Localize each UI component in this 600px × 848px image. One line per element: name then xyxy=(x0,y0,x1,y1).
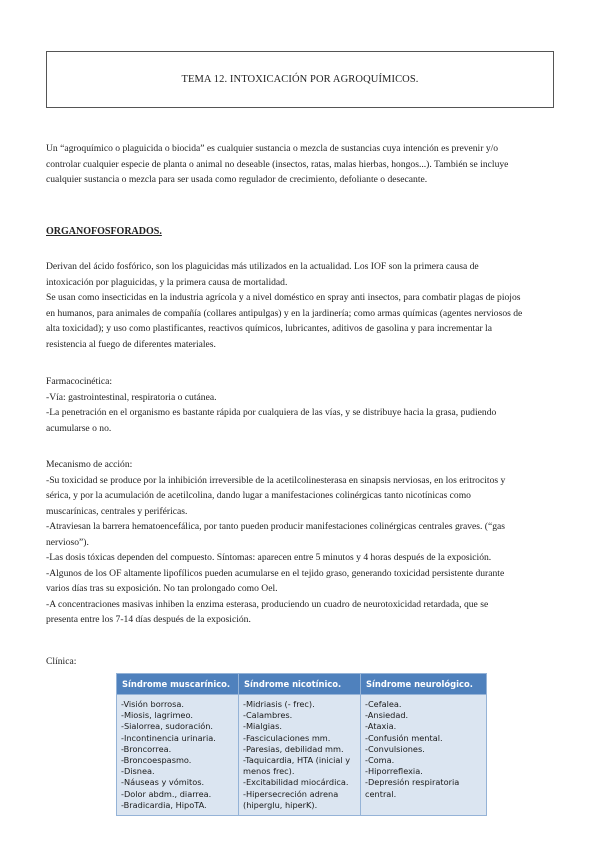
text-line: -Algunos de los OF altamente lipofílicos pueden acumularse en el tejido graso, generando toxicidad persistente durante xyxy=(46,567,505,579)
symptom-item: -Calambres. xyxy=(243,710,293,721)
intro-paragraph xyxy=(46,141,554,188)
symptom-item: -Cefalea. xyxy=(365,699,402,709)
clinica-table xyxy=(116,673,487,816)
organofosforados-paragraph xyxy=(46,259,554,352)
text-line: Se usan como insecticidas en la industria agrícola y a nivel doméstico en spray anti insectos, para combatir plagas de piojos xyxy=(46,292,521,303)
text-line: muscarínicas, centrales y periféricas. xyxy=(46,505,188,517)
text-line: presenta entre los 7-14 días después de la exposición. xyxy=(46,614,251,625)
symptom-item: -Náuseas y vómitos. xyxy=(121,777,205,788)
symptom-item: (hiperglu, hiperK). xyxy=(243,799,318,810)
symptom-item: -Ataxia. xyxy=(365,721,397,732)
header-neurologico: Síndrome neurológico. xyxy=(361,674,487,695)
text-line: intoxicación por plaguicidas, y la primera causa de mortalidad. xyxy=(46,276,288,288)
farmacocinetica-paragraph xyxy=(46,374,554,436)
symptom-item: -Miosis, lagrimeo. xyxy=(121,710,193,721)
title-box xyxy=(46,51,554,108)
text-line: -Atraviesan la barrera hematoencefálica, por tanto pueden producir manifestaciones colinérgicas centrales graves. (“gas xyxy=(46,521,506,532)
text-line: -Vía: gastrointestinal, respiratoria o cutánea. xyxy=(46,391,217,403)
text-line: resistencia al fuego de diferentes materiales. xyxy=(46,338,216,350)
section-heading: ORGANOFOSFORADOS. xyxy=(46,226,162,237)
text-line: acumularse o no. xyxy=(46,422,112,434)
text-line: -Las dosis tóxicas dependen del compuesto. Síntomas: aparecen entre 5 minutos y 4 horas después de la exposición. xyxy=(46,552,492,563)
text-line: Mecanismo de acción: xyxy=(46,459,133,470)
symptom-item: -Hiporreflexia. xyxy=(365,766,423,777)
text-line: -A concentraciones masivas inhiben la enzima esterasa, produciendo un cuadro de neurotoxicidad retardada, que se xyxy=(46,598,489,610)
text-line: Derivan del ácido fosfórico, son los plaguicidas más utilizados en la actualidad. Los IOF son la primera causa de xyxy=(46,261,479,272)
text-line: controlar cualquier especie de planta o animal no deseable (insectos, ratas, malas hierbas, hongos...). También se incluye xyxy=(46,158,509,170)
text-line: -Su toxicidad se produce por la inhibición irreversible de la acetilcolinesterasa en sinapsis nerviosas, en los eritrocitos y xyxy=(46,474,506,486)
symptom-item: -Ansiedad. xyxy=(365,710,409,721)
symptom-item: -Sialorrea, sudoración. xyxy=(121,721,214,732)
page-title: TEMA 12. INTOXICACIÓN POR AGROQUÍMICOS. xyxy=(181,74,419,85)
muscarinico-cell xyxy=(117,695,239,816)
mecanismo-paragraph xyxy=(46,457,554,628)
header-muscarinico: Síndrome muscarínico. xyxy=(117,674,239,695)
text-line: alta toxicidad); y uso como plastificantes, reactivos químicos, lubricantes, aditivos de gasolina y para incrementar la xyxy=(46,323,492,334)
symptom-item: -Convulsiones. xyxy=(365,743,425,754)
text-line: cualquier sustancia o mezcla para ser usada como regulador de crecimiento, defoliante o desecante. xyxy=(46,174,428,185)
symptom-item: -Confusión mental. xyxy=(365,732,443,743)
text-line: nervioso”). xyxy=(46,536,89,548)
nicotinico-cell xyxy=(239,695,361,816)
symptom-item: -Taquicardia, HTA (inicial y xyxy=(243,755,351,766)
clinica-label: Clínica: xyxy=(46,656,77,667)
symptom-item: -Midriasis (- frec). xyxy=(243,699,315,709)
neurologico-cell xyxy=(361,695,487,816)
symptom-item: -Depresión respiratoria xyxy=(365,777,460,788)
text-line: Farmacocinética: xyxy=(46,376,113,387)
symptom-item: -Fasciculaciones mm. xyxy=(243,732,331,743)
symptom-item: -Visión borrosa. xyxy=(121,699,185,709)
text-line: en humanos, para animales de compañía (collares antipulgas) y en la jardinería; como armas químicas (agentes nerviosos de xyxy=(46,307,523,319)
symptom-item: -Mialgias. xyxy=(243,721,282,732)
symptom-item: -Hipersecreción adrena xyxy=(243,788,339,799)
symptom-item: -Broncoespasmo. xyxy=(121,755,192,766)
text-line: sérica, y por la acumulación de acetilcolina, dando lugar a manifestaciones colinérgicas tanto nicotínicas como xyxy=(46,490,471,501)
symptom-item: -Paresias, debilidad mm. xyxy=(243,743,344,754)
symptom-item: -Excitabilidad miocárdica. xyxy=(243,777,349,788)
symptom-item: -Disnea. xyxy=(121,766,155,777)
symptom-item: -Bradicardia, HipoTA. xyxy=(121,799,207,810)
symptom-item: central. xyxy=(365,788,397,799)
symptom-item: -Coma. xyxy=(365,755,395,766)
symptom-item: -Dolor abdm., diarrea. xyxy=(121,788,212,799)
text-line: Un “agroquímico o plaguicida o biocida” es cualquier sustancia o mezcla de sustancias cuya intención es prevenir y/o xyxy=(46,143,499,154)
symptom-item: -Broncorrea. xyxy=(121,743,172,754)
header-nicotinico: Síndrome nicotínico. xyxy=(239,674,361,695)
text-line: varios días tras su exposición. No tan prolongado como Oel. xyxy=(46,583,278,594)
symptom-item: menos frec). xyxy=(243,766,295,777)
text-line: -La penetración en el organismo es bastante rápida por cualquiera de las vías, y se distribuye hacia la grasa, pudiendo xyxy=(46,407,497,418)
symptom-item: -Incontinencia urinaria. xyxy=(121,732,216,743)
